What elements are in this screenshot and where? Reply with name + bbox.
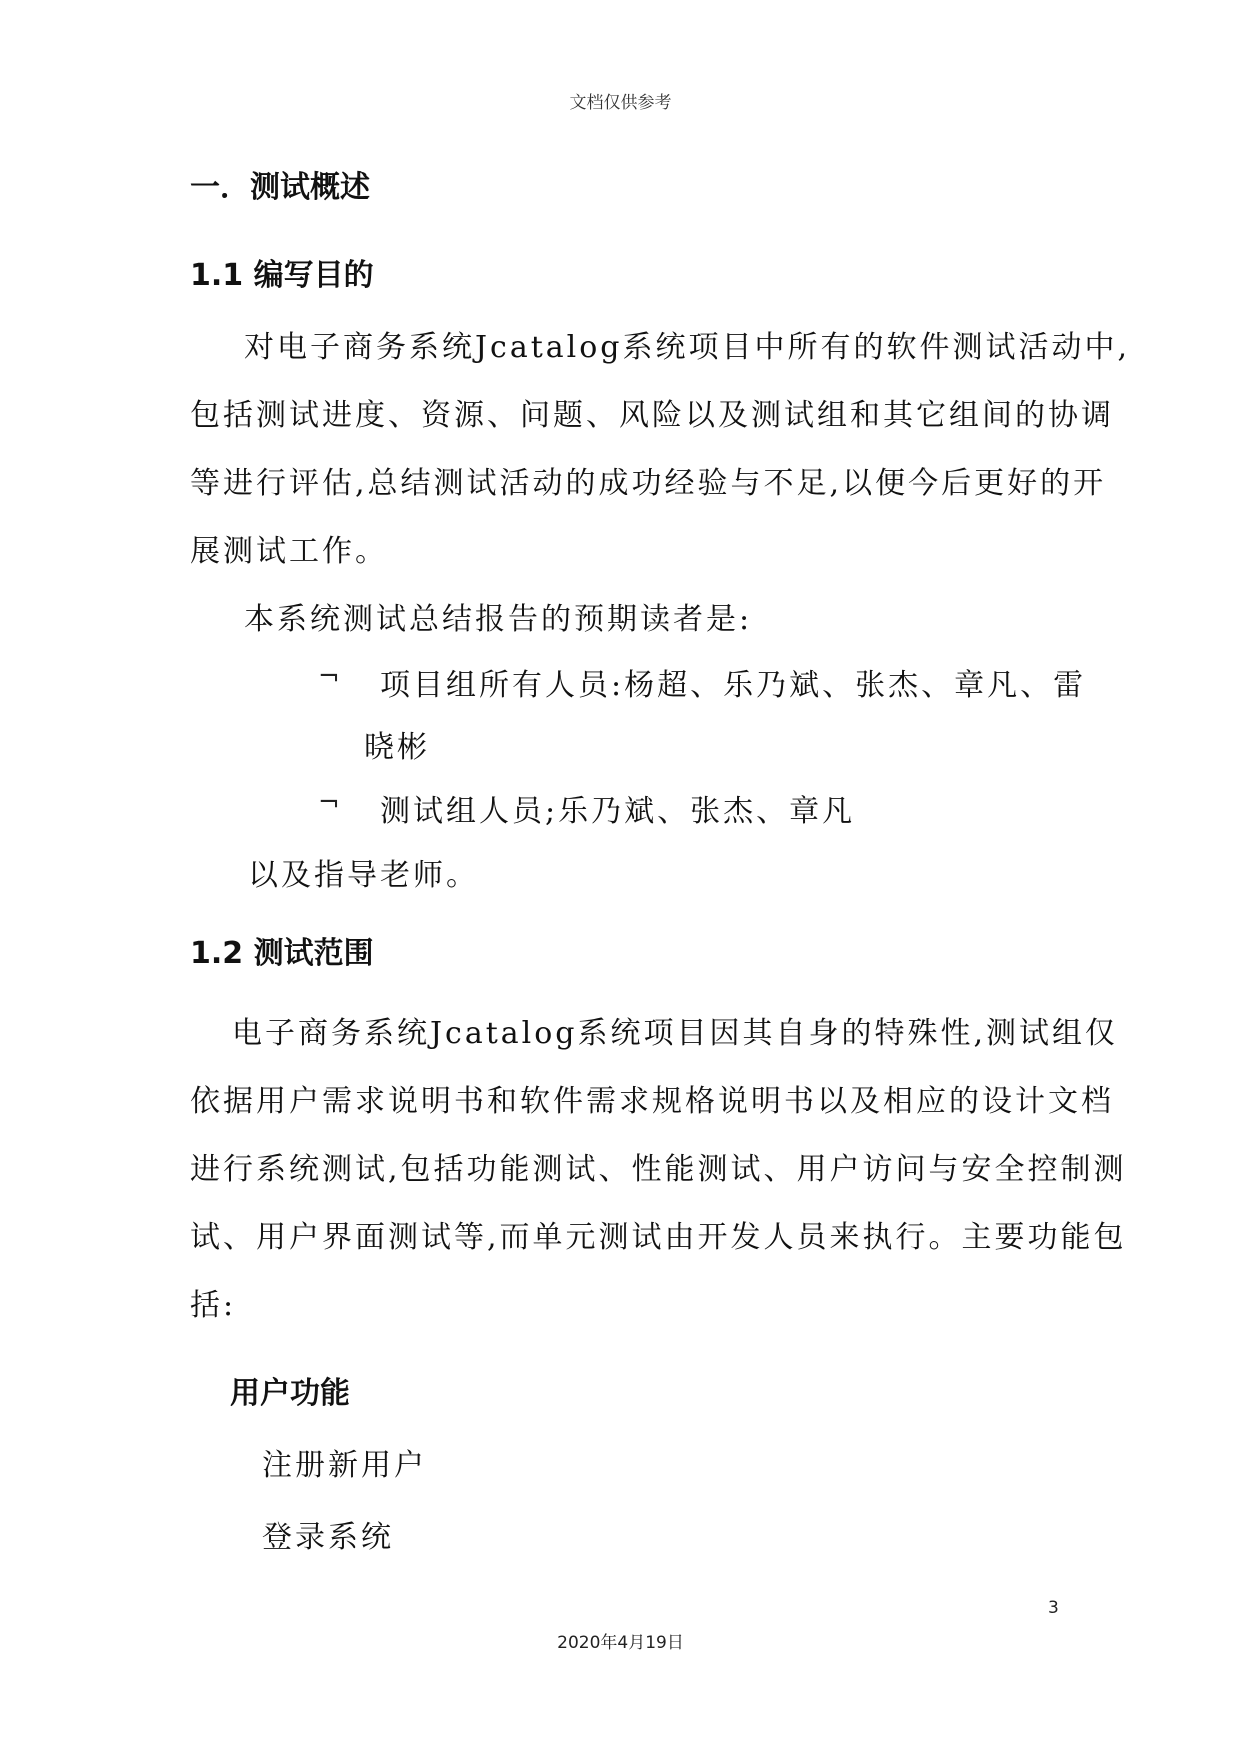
footer-date: 2020年4月19日 (557, 1633, 684, 1653)
bullet-item-1-line-2: 晓彬 (364, 730, 430, 765)
page-header: 文档仅供参考 (569, 93, 672, 113)
section-1-1-title: 1.1 编写目的 (190, 258, 374, 293)
readers-intro: 本系统测试总结报告的预期读者是: (244, 602, 753, 637)
section-1-title: 一．测试概述 (190, 170, 370, 205)
purpose-line-1: 对电子商务系统Jcatalog系统项目中所有的软件测试活动中, (244, 330, 1131, 365)
function-item-login: 登录系统 (262, 1520, 394, 1555)
bullet-marker: ¬ (318, 662, 340, 692)
section-1-2-title: 1.2 测试范围 (190, 936, 374, 971)
bullet-marker: ¬ (318, 788, 340, 818)
purpose-line-2: 包括测试进度、资源、问题、风险以及测试组和其它组间的协调 (190, 398, 1114, 433)
scope-line-5: 括: (190, 1288, 237, 1323)
purpose-line-4: 展测试工作。 (190, 534, 388, 569)
page-number: 3 (1048, 1598, 1059, 1618)
scope-line-3: 进行系统测试,包括功能测试、性能测试、用户访问与安全控制测 (190, 1152, 1127, 1187)
function-item-register: 注册新用户 (262, 1448, 427, 1483)
user-functions-title: 用户功能 (230, 1376, 350, 1411)
bullet-item-2-line-1: 测试组人员;乐乃斌、张杰、章凡 (380, 794, 856, 829)
scope-line-4: 试、用户界面测试等,而单元测试由开发人员来执行。主要功能包 (190, 1220, 1127, 1255)
readers-closing: 以及指导老师。 (248, 858, 479, 893)
scope-line-2: 依据用户需求说明书和软件需求规格说明书以及相应的设计文档 (190, 1084, 1114, 1119)
scope-line-1: 电子商务系统Jcatalog系统项目因其自身的特殊性,测试组仅 (232, 1016, 1119, 1051)
bullet-item-1-line-1: 项目组所有人员:杨超、乐乃斌、张杰、章凡、雷 (380, 668, 1087, 703)
purpose-line-3: 等进行评估,总结测试活动的成功经验与不足,以便今后更好的开 (190, 466, 1107, 501)
